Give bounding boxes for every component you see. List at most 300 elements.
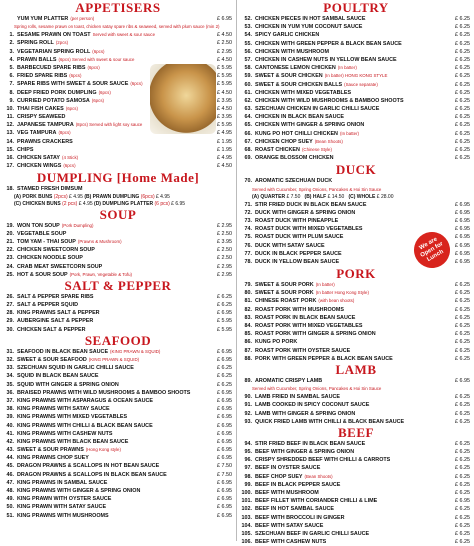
item-number: 3.	[9, 48, 14, 55]
item-number: 36.	[6, 389, 14, 396]
menu-item	[0, 389, 236, 397]
item-price: £ 6.25	[455, 473, 470, 480]
item-name: SWEET & SOUR CHICKEN BALLS	[255, 81, 343, 88]
menu-item	[0, 462, 236, 470]
item-note: (Pork, Prawn, Vegetable & Tofu)	[69, 271, 133, 277]
item-number: 80.	[244, 290, 252, 297]
item-price: £ 6.25	[455, 323, 470, 329]
item-number: 88.	[244, 355, 252, 362]
item-name: LAMB FRIED IN SAMBAL SAUCE	[255, 394, 340, 401]
item-name-wrap	[17, 397, 210, 405]
item-name-wrap	[255, 464, 448, 472]
menu-item	[238, 489, 474, 497]
section-title-lamb: LAMB	[335, 361, 377, 377]
item-name: SQUID IN BLACK BEAN SAUCE	[17, 373, 99, 380]
item-note: (In batter)	[339, 130, 360, 136]
menu-item	[238, 448, 474, 456]
item-number: 6.	[9, 73, 14, 80]
item-name-wrap	[255, 448, 448, 456]
item-note: (Pork Dumpling)	[61, 222, 94, 228]
item-number: 72.	[244, 209, 252, 216]
item-name: CHICKEN IN YUM YUM COCONUT SAUCE	[255, 24, 363, 31]
item-number: 105.	[241, 530, 252, 537]
item-name: CURRIED POTATO SAMOSA	[17, 97, 90, 104]
item-note: (Sauce separate)	[344, 81, 378, 87]
menu-item	[238, 464, 474, 472]
menu-item	[0, 146, 236, 154]
item-number: 41.	[6, 430, 14, 437]
item-name: ROAST DUCK WITH PLUM SAUCE	[255, 234, 344, 241]
item-name: DUCK WITH GINGER & SPRING ONION	[255, 209, 356, 216]
item-name: CANTONESE LEMON CHICKEN	[255, 65, 336, 72]
item-name: CHICKEN WITH MIXED VEGETABLES	[255, 89, 352, 96]
item-name-wrap	[17, 454, 210, 462]
item-name-wrap	[17, 222, 210, 230]
item-price: £ 6.95	[217, 430, 232, 437]
item-price: £ 6.95	[455, 498, 470, 505]
menu-item	[238, 456, 474, 464]
item-name: PRAWN BALLS	[17, 56, 57, 63]
item-note: (8pcs)	[58, 130, 71, 136]
item-note: (Chinese Style)	[301, 147, 332, 152]
menu-item	[238, 105, 474, 113]
item-number: 23.	[6, 255, 14, 262]
item-price: £ 7.50	[217, 471, 232, 478]
item-note: (2pcs)	[55, 40, 69, 46]
item-number: 66.	[244, 130, 252, 137]
menu-item	[238, 217, 474, 225]
item-name: SZECHUAN SQUID IN GARLIC CHILLI SAUCE	[17, 365, 134, 372]
item-price: £ 6.95	[217, 406, 232, 413]
item-number: 104.	[241, 522, 252, 529]
item-price: £ 2.95	[217, 271, 232, 278]
item-name: AUBERGINE SALT & PEPPER	[17, 318, 94, 325]
menu-item	[0, 446, 236, 454]
item-price: £ 6.25	[455, 73, 470, 80]
item-number: 13.	[6, 130, 14, 137]
menu-item	[238, 347, 474, 355]
item-number: 21.	[6, 238, 14, 245]
item-name: CHICKEN WITH GINGER & SPRING ONION	[255, 122, 365, 129]
menu-item	[0, 317, 236, 325]
item-price: £ 6.25	[217, 365, 232, 372]
item-name-wrap	[255, 138, 448, 146]
menu-item	[0, 230, 236, 238]
item-name-wrap	[17, 381, 210, 389]
item-price: £ 6.25	[217, 293, 232, 300]
item-name-wrap	[17, 271, 210, 279]
item-name: KING PRAWNS WITH BLACK BEAN SAUCE	[17, 438, 129, 445]
item-number: 38.	[6, 406, 14, 413]
item-number: 50.	[6, 504, 14, 511]
item-price: £ 6.25	[455, 16, 470, 22]
item-price: £ 6.25	[455, 481, 470, 488]
item-number: 54.	[244, 32, 252, 39]
item-name-wrap	[255, 81, 448, 89]
item-name: SALT & PEPPER SPARE RIBS	[17, 293, 94, 300]
item-name-wrap	[17, 185, 210, 193]
section-title-poultry: POULTRY	[323, 0, 389, 15]
item-number: 77.	[244, 250, 252, 257]
item-name-wrap	[255, 530, 448, 538]
item-number: 42.	[6, 438, 14, 445]
item-name-wrap	[17, 263, 210, 271]
poultry-list	[238, 15, 474, 162]
item-price: £ 6.25	[455, 306, 470, 313]
item-price: £ 6.25	[455, 530, 470, 537]
item-price: £ 5.95	[217, 81, 232, 88]
item-name-wrap	[255, 209, 448, 217]
menu-item-aromatic-duck: 70. AROMATIC SZECHUAN DUCK	[244, 178, 333, 185]
item-note: (6pcs) Served with sweet & sour sauce	[58, 56, 135, 62]
item-name: ROAST PORK WITH GINGER & SPRING ONION	[255, 331, 376, 338]
menu-item	[238, 306, 474, 314]
item-name-wrap	[17, 230, 210, 238]
item-number: 76.	[244, 242, 252, 249]
item-name: STIR FRIED DUCK IN BLACK BEAN SAUCE	[255, 201, 367, 208]
item-note: (KING PRAWN & SQUID)	[88, 357, 140, 362]
beef-list	[238, 440, 474, 546]
menu-item	[238, 289, 474, 297]
item-name: KUNG PO HOT CHILLI CHICKEN	[255, 130, 338, 137]
item-name-wrap	[17, 301, 210, 309]
item-number: 24.	[6, 263, 14, 270]
item-number: 48.	[6, 488, 14, 494]
item-number: 92.	[244, 410, 252, 417]
menu-item	[0, 381, 236, 389]
item-number: 74.	[244, 226, 252, 233]
menu-item	[238, 314, 474, 322]
item-name: SZECHUAN CHICKEN IN GARLIC CHILLI SAUCE	[255, 106, 380, 113]
dumpling-option-note2: (6 pcs)	[154, 200, 170, 207]
item-number: 16.	[6, 155, 14, 161]
menu-item	[0, 293, 236, 301]
item-number: 61.	[244, 89, 252, 96]
dumpling-option-row	[0, 194, 236, 201]
item-name-wrap	[17, 39, 210, 47]
item-name: ROAST PORK IN BLACK BEAN SAUCE	[255, 314, 356, 321]
menu-item	[0, 162, 236, 170]
menu-item-platter: YUM YUM PLATTER (per person) £ 6.95	[17, 16, 232, 22]
item-name-wrap	[255, 281, 448, 289]
item-name: ROAST DUCK WITH PINEAPPLE	[255, 217, 339, 224]
item-price: £ 6.25	[455, 40, 470, 47]
item-price: £ 6.25	[455, 331, 470, 338]
item-name: THAI FISH CAKES	[17, 105, 64, 112]
item-price: £ 6.25	[455, 114, 470, 121]
item-price: £ 6.25	[455, 81, 470, 88]
item-number: 55.	[244, 40, 252, 47]
item-number: 29.	[6, 318, 14, 325]
item-name-wrap	[17, 326, 210, 334]
item-price: £ 6.95	[455, 209, 470, 216]
menu-item	[0, 430, 236, 438]
item-number: 40.	[6, 422, 14, 429]
menu-item	[238, 481, 474, 489]
item-number: 28.	[6, 310, 14, 317]
section-title-pork: PORK	[336, 266, 376, 282]
item-name: BEEF WITH BROCCOLI IN GINGER	[255, 514, 345, 521]
item-price: £ 6.25	[455, 418, 470, 425]
seafood-list	[0, 348, 236, 520]
item-number: 98.	[244, 473, 252, 480]
item-name: CHICKEN IN CASHEW NUTS IN YELLOW BEAN SAUCE	[255, 56, 397, 63]
menu-item	[238, 330, 474, 338]
menu-item	[238, 31, 474, 39]
item-price: £ 6.25	[455, 155, 470, 162]
item-price: £ 6.25	[455, 32, 470, 39]
item-name-wrap	[17, 293, 210, 301]
item-name-wrap	[255, 56, 448, 64]
item-price: £ 5.95	[217, 64, 232, 71]
item-name-wrap	[255, 393, 448, 401]
item-number: 5.	[9, 64, 14, 71]
item-note: (6pcs)	[63, 163, 76, 169]
dumpling-list	[0, 185, 236, 193]
item-number: 22.	[6, 247, 14, 254]
item-price: £ 6.25	[455, 65, 470, 72]
menu-item	[238, 72, 474, 80]
item-name-wrap	[17, 389, 210, 397]
item-number: 12.	[6, 122, 14, 129]
item-number: 44.	[6, 455, 14, 462]
item-price: £ 5.95	[217, 122, 232, 129]
platter-description: Spring rolls, sesame prawn on toast, chicken satay spare ribs & seaweed, served with plum sauce (min 2)	[14, 24, 220, 30]
item-name-wrap	[255, 306, 448, 314]
item-name-wrap	[17, 348, 210, 356]
dumpling-option-label: (A) PORK BUNS	[14, 193, 53, 200]
item-price: £ 6.25	[455, 89, 470, 96]
item-name: SPICY GARLIC CHICKEN	[255, 32, 320, 39]
menu-item	[0, 238, 236, 246]
item-name-wrap	[255, 418, 448, 426]
lamb-list	[238, 393, 474, 426]
item-name-wrap	[255, 225, 448, 233]
item-name: KING PRAWNS WITH MUSHROOMS	[17, 512, 109, 519]
menu-item	[0, 185, 236, 193]
item-name: WON TON SOUP	[17, 222, 60, 229]
item-number: 94.	[244, 440, 252, 447]
item-price: £ 6.95	[217, 414, 232, 421]
item-name-wrap	[255, 514, 448, 522]
column-divider	[236, 0, 237, 541]
item-note: (6pcs)	[91, 97, 104, 103]
item-number: 9.	[9, 97, 14, 104]
item-name-wrap	[255, 489, 448, 497]
item-price: £ 1.95	[217, 146, 232, 153]
menu-item	[0, 263, 236, 271]
menu-item	[0, 512, 236, 520]
item-name-wrap	[255, 31, 448, 39]
item-note: (In batter)	[315, 282, 335, 288]
section-title-duck: DUCK	[335, 162, 377, 178]
item-name: FRIED SPARE RIBS	[17, 73, 68, 80]
item-number: 91.	[244, 402, 252, 409]
item-price: £ 6.25	[455, 506, 470, 513]
menu-item	[238, 201, 474, 209]
item-name-wrap	[255, 481, 448, 489]
item-name: DUCK IN YELLOW BEAN SAUCE	[255, 258, 340, 265]
item-note: (Bean Shoots)	[314, 138, 343, 144]
item-note: (6pcs)	[92, 48, 105, 54]
item-number: 11.	[6, 114, 14, 121]
item-number: 10.	[6, 105, 14, 112]
item-number: 25.	[6, 271, 14, 278]
item-name-wrap	[17, 405, 210, 413]
menu-item	[238, 97, 474, 105]
item-name: KING PRAWNS WITH SATAY SAUCE	[17, 406, 110, 413]
menu-item	[238, 418, 474, 426]
item-name: SWEET & SOUR CHICKEN	[255, 73, 323, 80]
item-price: £ 2.95	[217, 222, 232, 229]
item-price: £ 6.25	[217, 302, 232, 309]
item-note: (6pcs)	[69, 73, 82, 79]
item-number: 97.	[244, 465, 252, 472]
item-number: 63.	[244, 106, 252, 113]
menu-item	[238, 48, 474, 56]
dumpling-option-price: £ 4.95	[69, 193, 83, 200]
menu-item	[0, 138, 236, 146]
item-name: CRAB MEAT SWEETCORN SOUP	[17, 263, 103, 270]
item-name-wrap	[255, 154, 448, 162]
menu-item	[238, 146, 474, 154]
soup-list	[0, 222, 236, 279]
item-name: ROAST DUCK WITH MIXED VEGETABLES	[255, 226, 363, 233]
menu-item	[238, 522, 474, 530]
item-price: £ 4.50	[217, 89, 232, 96]
item-name-wrap	[255, 322, 448, 330]
item-name-wrap	[255, 64, 448, 72]
item-name-wrap	[255, 440, 448, 448]
item-number: 26.	[6, 293, 14, 300]
menu-item	[238, 338, 474, 346]
item-name: CHIPS	[17, 146, 34, 153]
menu-item	[238, 154, 474, 162]
item-number: 20.	[6, 230, 14, 237]
menu-item	[238, 473, 474, 481]
item-price: £ 6.95	[455, 250, 470, 257]
item-number: 100.	[241, 490, 252, 496]
menu-item	[238, 64, 474, 72]
item-name: SQUID WITH GINGER & SPRING ONION	[17, 381, 119, 388]
dumpling-subitems	[0, 194, 236, 208]
item-price: £ 6.95	[455, 226, 470, 233]
item-price: £ 2.50	[217, 40, 232, 47]
item-number: 78.	[244, 258, 252, 265]
item-price: £ 6.25	[455, 48, 470, 55]
menu-item	[0, 471, 236, 479]
item-number: 58.	[244, 65, 252, 72]
menu-item	[238, 113, 474, 121]
item-price: £ 6.95	[217, 310, 232, 317]
menu-item	[0, 222, 236, 230]
item-name: BARBECUED SPARE RIBS	[17, 64, 86, 71]
menu-item	[238, 410, 474, 418]
menu-item	[238, 322, 474, 330]
item-name: KING PRAWNS WITH MIXED VEGETABLES	[17, 414, 128, 421]
item-price: £ 6.25	[455, 97, 470, 104]
item-number: 101.	[241, 498, 252, 505]
item-price: £ 6.25	[217, 381, 232, 388]
item-name: CRISPY SHREDDED BEEF WITH CHILLI & CARROTS	[255, 457, 391, 464]
item-name: CHICKEN SALT & PEPPER	[17, 326, 86, 333]
item-number: 34.	[6, 373, 14, 380]
item-price: £ 6.25	[455, 130, 470, 137]
item-name-wrap	[17, 162, 210, 170]
item-price: £ 6.25	[455, 402, 470, 409]
item-number: 2.	[9, 40, 14, 47]
item-name: CHICKEN SWEETCORN SOUP	[17, 247, 95, 254]
item-name-wrap	[17, 246, 210, 254]
menu-item	[238, 514, 474, 522]
dumpling-option-label2: (B) PRAWN DUMPLING	[84, 193, 140, 200]
item-price: £ 4.50	[217, 32, 232, 39]
menu-item	[0, 413, 236, 421]
item-name-wrap	[17, 138, 210, 146]
item-number: 106.	[241, 539, 252, 546]
item-price: £ 6.95	[217, 488, 232, 494]
item-number: 39.	[6, 414, 14, 421]
item-price: £ 2.50	[217, 255, 232, 262]
item-name-wrap	[17, 471, 210, 479]
item-name: BEEF IN OYSTER SAUCE	[255, 465, 321, 472]
menu-item	[238, 56, 474, 64]
item-name: KING PRAWNS WITH ASPARAGUS & OCEAN SAUCE	[17, 397, 153, 404]
item-number: 85.	[244, 331, 252, 338]
item-number: 84.	[244, 323, 252, 329]
item-price: £ 4.50	[217, 56, 232, 63]
item-number: 62.	[244, 97, 252, 104]
dumpling-option-note: (2 pcs)	[62, 200, 78, 207]
menu-item	[238, 530, 474, 538]
item-number: 33.	[6, 365, 14, 372]
section-title-seafood: SEAFOOD	[84, 332, 152, 348]
item-name: ORANGE BLOSSOM CHICKEN	[255, 155, 334, 162]
item-name: CHICKEN SATAY	[17, 155, 61, 161]
item-price: £ 6.25	[217, 373, 232, 380]
item-name: DUCK WITH SATAY SAUCE	[255, 242, 325, 249]
item-number: 82.	[244, 306, 252, 313]
item-name: BEEF WITH CASHEW NUTS	[255, 539, 327, 546]
item-name-wrap	[17, 495, 210, 503]
item-name: BEEF IN BLACK PEPPER SAUCE	[255, 481, 341, 488]
item-name-wrap	[255, 289, 448, 297]
aromatic-duck-description: Served with Cucumber, Spring Onions, Pancakes & Hoi Sin Sauce	[252, 186, 382, 192]
menu-item	[238, 393, 474, 401]
item-name-wrap	[17, 364, 210, 372]
item-name-wrap	[255, 497, 448, 505]
item-name: CHICKEN PIECES IN HOT SAMBAL SAUCE	[255, 16, 366, 22]
item-name: KING PRAWNS CHOP SUEY	[17, 455, 89, 462]
item-price: £ 6.95	[455, 234, 470, 241]
item-name-wrap	[255, 201, 448, 209]
item-price: £ 2.50	[217, 230, 232, 237]
item-price: £ 6.95	[217, 447, 232, 454]
item-number: 95.	[244, 449, 252, 456]
item-price: £ 4.50	[217, 105, 232, 112]
item-name: SZECHUAN BEEF IN GARLIC CHILLI SAUCE	[255, 530, 370, 537]
item-price: £ 6.25	[455, 514, 470, 521]
item-price: £ 6.25	[455, 339, 470, 346]
item-name: BEEF FILLET WITH CORIANDER CHILLI & LIME	[255, 498, 378, 505]
item-price: £ 6.25	[455, 138, 470, 145]
item-price: £ 6.95	[217, 455, 232, 462]
item-name: KING PRAWNS WITH CASHEW NUTS	[17, 430, 113, 437]
item-note: (Hong Kong style)	[85, 447, 121, 453]
item-number: 1.	[9, 32, 14, 39]
menu-item	[238, 281, 474, 289]
item-price: £ 6.25	[455, 282, 470, 289]
